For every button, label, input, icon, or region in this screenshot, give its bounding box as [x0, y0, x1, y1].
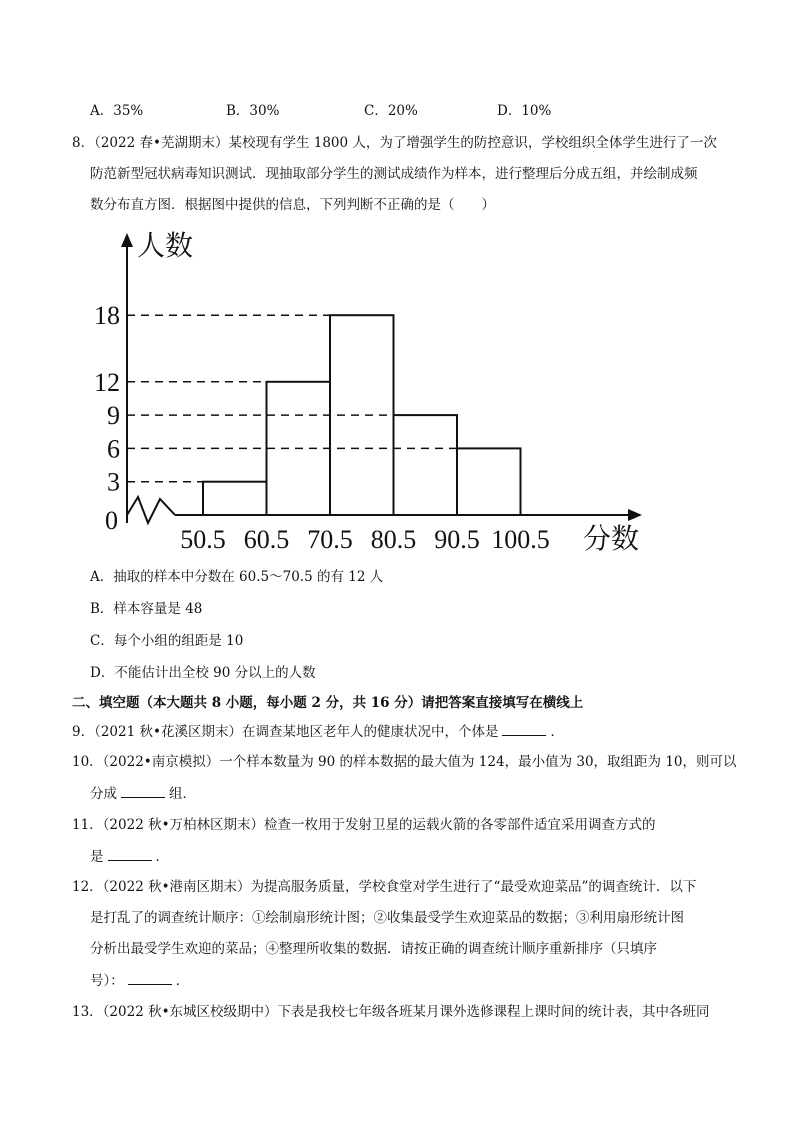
x-axis-title: 分数	[583, 524, 640, 555]
y-tick-label: 18	[94, 301, 120, 331]
q8-option-d: D．不能估计出全校 90 分以上的人数	[90, 665, 316, 681]
y-origin-label: 0	[105, 506, 118, 535]
q12-line-3: 分析出最受学生欢迎的菜品；④整理所收集的数据．请按正确的调查统计顺序重新排序（只填序	[90, 941, 657, 957]
q10-pre: 分成	[90, 786, 117, 802]
q12-post: ．	[175, 973, 190, 989]
x-tick-label: 90.5	[434, 525, 480, 554]
y-tick-label: 9	[107, 401, 120, 431]
q10-post: 组．	[169, 786, 196, 802]
q8-option-b: B．样本容量是 48	[90, 601, 203, 617]
q12-answer-blank[interactable]	[128, 970, 172, 985]
q7-option-c: C．20%	[364, 103, 418, 119]
q8-option-a: A．抽取的样本中分数在 60.5～70.5 的有 12 人	[90, 569, 384, 585]
q8-option-c: C．每个小组的组距是 10	[90, 633, 244, 649]
q9	[72, 721, 564, 742]
q8-line-2: 防范新型冠状病毒知识测试．现抽取部分学生的测试成绩作为样本，进行整理后分成五组，并绘制成频	[90, 166, 698, 182]
q9-answer-blank[interactable]	[502, 721, 546, 736]
y-tick-label: 3	[107, 467, 120, 497]
q7-option-d: D．10%	[497, 103, 552, 119]
q8-line-1: 8．（2022 春•芜湖期末）某校现有学生 1800 人，为了增强学生的防控意识，学校组织全体学生进行了一次	[72, 135, 717, 151]
y-tick-label: 12	[94, 367, 120, 397]
q11-answer-blank[interactable]	[108, 846, 152, 861]
q9-end: ．	[550, 724, 564, 740]
q11-line-1: 11．（2022 秋•万柏林区期末）检查一枚用于发射卫星的运载火箭的各零部件适宜采用调查方式的	[72, 817, 656, 833]
y-tick-label: 6	[107, 434, 120, 464]
x-tick-label: 70.5	[307, 525, 353, 554]
section-heading-fill-in: 二、填空题（本大题共 8 小题，每小题 2 分，共 16 分）请把答案直接填写在横线上	[72, 695, 584, 711]
y-axis-arrow	[121, 233, 133, 247]
frequency-histogram	[80, 225, 660, 565]
q7-option-b: B．30%	[226, 103, 280, 119]
q12-line-2: 是打乱了的调查统计顺序：①绘制扇形统计图；②收集最受学生欢迎菜品的数据；③利用扇形统计图	[90, 910, 684, 926]
histogram-bar	[394, 415, 458, 515]
q12-line-1: 12．（2022 秋•港南区期末）为提高服务质量，学校食堂对学生进行了“最受欢迎菜品”的调查统计．以下	[72, 879, 697, 895]
q9-text: 9．（2021 秋•花溪区期末）在调查某地区老年人的健康状况中，个体是	[72, 724, 499, 740]
y-axis-title: 人数	[137, 231, 194, 262]
x-tick-label: 80.5	[370, 525, 417, 554]
x-tick-label: 100.5	[491, 525, 550, 554]
q11-post: ．	[155, 849, 169, 865]
q11-pre: 是	[90, 849, 104, 865]
histogram-bar	[203, 482, 267, 515]
q10-line-1: 10．（2022•南京模拟）一个样本数量为 90 的样本数据的最大值为 124，最小值为 30，取组距为 10，则可以	[72, 754, 737, 770]
q10-answer-blank[interactable]	[121, 783, 165, 798]
q8-line-3: 数分布直方图．根据图中提供的信息，下列判断不正确的是（ ）	[90, 197, 495, 213]
histogram-bar	[457, 448, 521, 515]
q12-line-4	[90, 970, 189, 991]
q13-line-1: 13．（2022 秋•东城区校级期中）下表是我校七年级各班某月课外选修课程上课时间的统计表，其中各班同	[72, 1004, 710, 1020]
x-tick-label: 60.5	[243, 525, 290, 554]
x-tick-label: 50.5	[180, 525, 226, 554]
axis-break-zigzag	[127, 497, 175, 523]
q12-pre: 号）：	[90, 973, 124, 989]
q10-line-2	[90, 783, 196, 804]
q11-line-2	[90, 846, 169, 867]
q7-option-a: A．35%	[90, 103, 144, 119]
x-axis-arrow	[628, 509, 642, 521]
